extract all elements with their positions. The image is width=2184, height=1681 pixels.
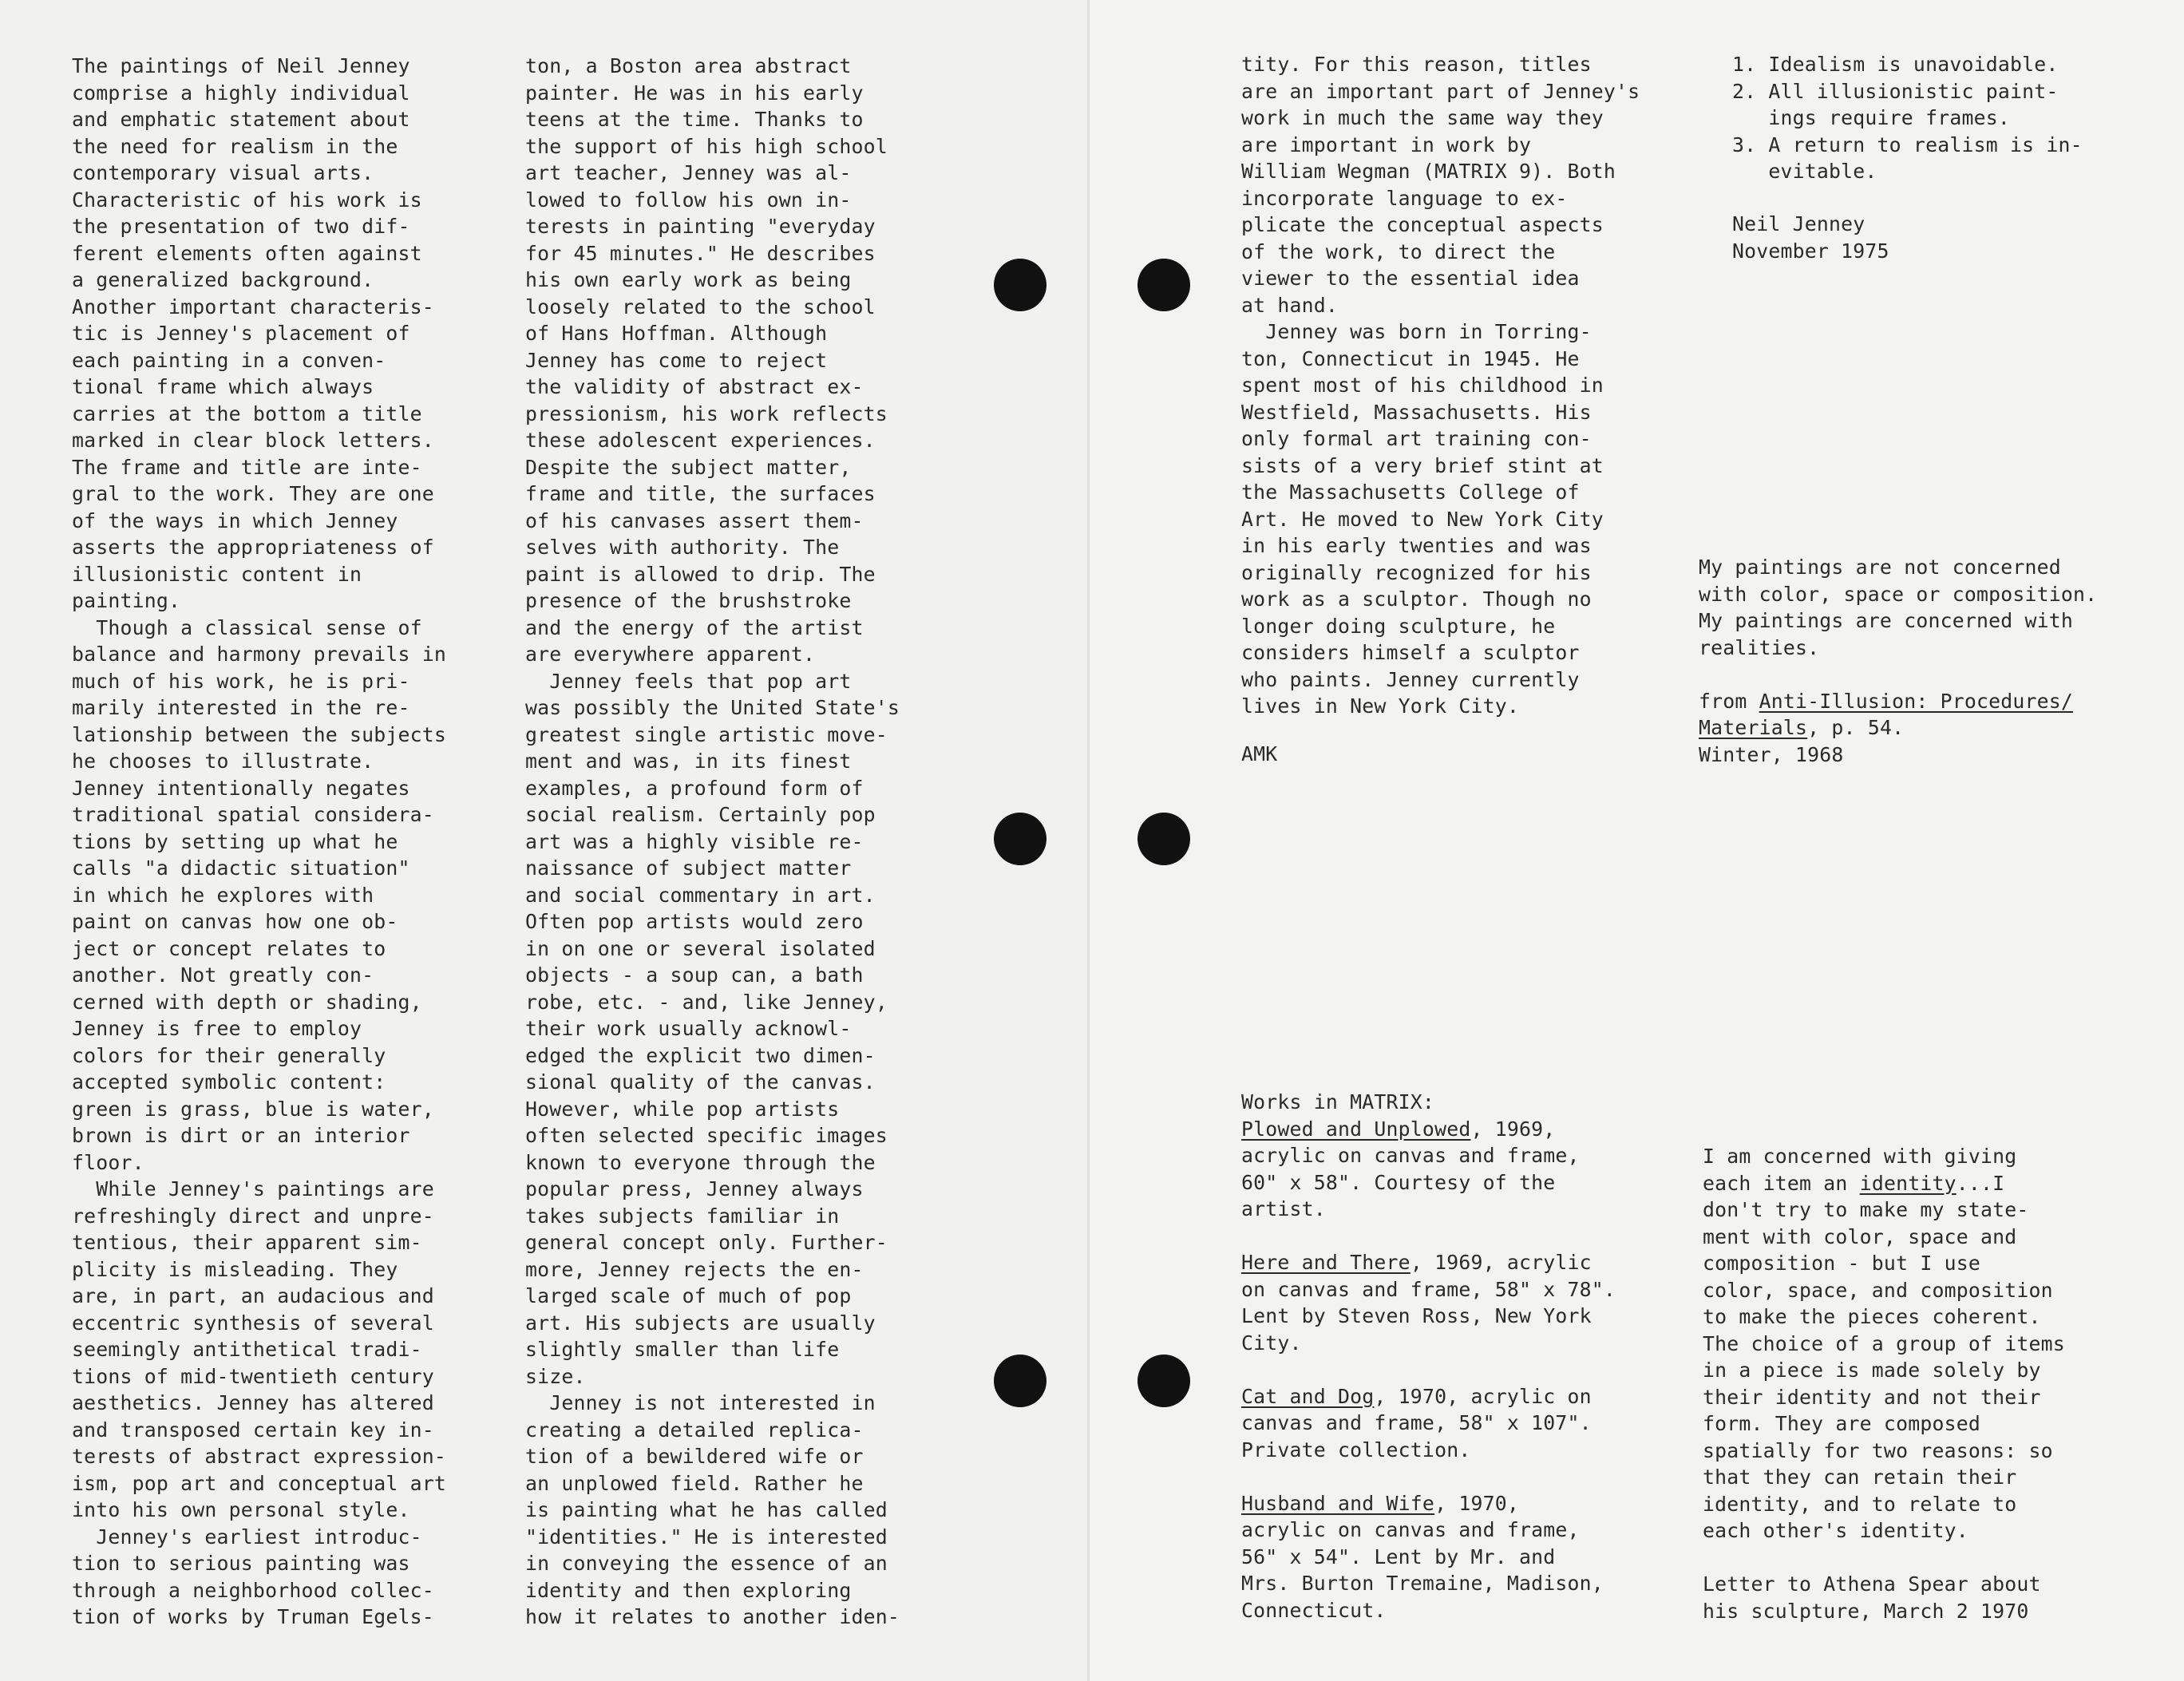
work-details: , 1970, acrylic on canvas and frame, 56" x 54". Lent by Mr. and Mrs. Burton Tremaine, Madison, Connecticut. xyxy=(1241,1491,1604,1622)
artist-quote-1 xyxy=(1699,554,2097,768)
work-title: Plowed and Unplowed xyxy=(1241,1117,1471,1141)
work-title: Here and There xyxy=(1241,1251,1410,1274)
essay-column-2: ton, a Boston area abstract painter. He was in his early teens at the time. Thanks to the support of his high school art teacher, Jenney was al- lowed to follow his own in- terests in painting "everyday for 45 minutes." He describes his own early work as being loosely related to the school of Hans Hoffman. Although Jenney has come to reject the validity of abstract ex- pressionism, his work reflects these adolescent experiences. Despite the subject matter, frame and title, the surfaces of his canvases assert them- selves with authority. The paint is allowed to drip. The presence of the brushstroke and the energy of the artist are everywhere apparent. Jenney feels that pop art was possibly the United State's greatest single artistic move- ment and was, in its finest examples, a profound form of social realism. Certainly pop art was a highly visible re- naissance of subject matter and social commentary in art. Often pop artists would zero in on one or several isolated objects - a soup can, a bath robe, etc. - and, like Jenney, their work usually acknowl- edged the explicit two dimen- sional quality of the canvas. However, while pop artists often selected specific images known to everyone through the popular press, Jenney always takes subjects familiar in general concept only. Further- more, Jenney rejects the en- larged scale of much of pop art. His subjects are usually slightly smaller than life size. Jenney is not interested in creating a detailed replica- tion of a bewildered wife or an unplowed field. Rather he is painting what he has called "identities." He is interested in conveying the essence of an identity and then exploring how it relates to another iden- xyxy=(525,54,900,1628)
work-title: Cat and Dog xyxy=(1241,1384,1375,1408)
binder-hole xyxy=(1138,813,1190,865)
maxims-signature: Neil Jenney November 1975 xyxy=(1732,212,1889,263)
binder-hole xyxy=(1138,1355,1190,1407)
quote-source-title: Anti-Illusion: Procedures/ Materials xyxy=(1699,689,2074,739)
quote-source-prefix: from xyxy=(1699,689,1759,713)
binder-hole xyxy=(994,813,1046,865)
binder-hole xyxy=(994,1355,1046,1407)
essay-column-3: tity. For this reason, titles are an important part of Jenney's work in much the same way they are important in work by William Wegman (MATRIX 9). Both incorporate language to ex- plicate the conceptual aspects of the work, to direct the viewer to the essential idea at hand. Jenney was born in Torring- ton, Connecticut in 1945. He spent most of his childhood in Westfield, Massachusetts. His only formal art training con- sists of a very brief stint at the Massachusetts College of Art. He moved to New York City in his early twenties and was originally recognized for his work as a sculptor. Though no longer doing sculpture, he considers himself a sculptor who paints. Jenney currently lives in New York City. xyxy=(1241,53,1640,718)
work-details: , 1969, acrylic on canvas and frame, 60" x 58". Courtesy of the artist. xyxy=(1241,1117,1580,1220)
quote-text: ...I don't try to make my state- ment with color, space and composition - but I use color, space, and composition to make the pieces coherent. The choice of a group of items in a piece is made solely by their identity and not their form. They are composed spatially for two reasons: so that they can retain their identity, and to relate to each other's identity. xyxy=(1703,1171,2065,1542)
artist-maxims: 1. Idealism is unavoidable. 2. All illusionistic paint- ings require frames. 3. A return to realism is in- evitable. xyxy=(1732,53,2083,183)
binder-hole xyxy=(1138,259,1190,311)
author-initials: AMK xyxy=(1241,742,1278,765)
quote-source-details: , p. 54. Winter, 1968 xyxy=(1699,716,1905,766)
artist-quote-2 xyxy=(1703,1143,2065,1624)
work-details: , 1970, acrylic on canvas and frame, 58" x 107". Private collection. xyxy=(1241,1384,1592,1461)
center-fold xyxy=(1087,0,1090,1681)
work-details: , 1969, acrylic on canvas and frame, 58" x 78". Lent by Steven Ross, New York City. xyxy=(1241,1251,1616,1355)
works-heading: Works in MATRIX: xyxy=(1241,1090,1435,1113)
binder-hole xyxy=(994,259,1046,311)
quote-text: I am concerned with giving each item an xyxy=(1703,1145,2017,1195)
work-title: Husband and Wife xyxy=(1241,1491,1435,1515)
essay-column-1: The paintings of Neil Jenney comprise a highly individual and emphatic statement about the need for realism in the contemporary visual arts. Characteristic of his work is the presentation of two dif- ferent elements often against a generalized background. Another important characteris- tic is Jenney's placement of each painting in a conven- tional frame which always carries at the bottom a title marked in clear block letters. The frame and title are inte- gral to the work. They are one of the ways in which Jenney asserts the appropriateness of illusionistic content in painting. Though a classical sense of balance and harmony prevails in much of his work, he is pri- marily interested in the re- lationship between the subjects he chooses to illustrate. Jenney intentionally negates traditional spatial considera- tions by setting up what he calls "a didactic situation" in which he explores with paint on canvas how one ob- ject or concept relates to another. Not greatly con- cerned with depth or shading, Jenney is free to employ colors for their generally accepted symbolic content: green is grass, blue is water, brown is dirt or an interior floor. While Jenney's paintings are refreshingly direct and unpre- tentious, their apparent sim- plicity is misleading. They are, in part, an audacious and eccentric synthesis of several seemingly antithetical tradi- tions of mid-twentieth century aesthetics. Jenney has altered and transposed certain key in- terests of abstract expression- ism, pop art and conceptual art into his own personal style. Jenney's earliest introduc- tion to serious painting was through a neighborhood collec- tion of works by Truman Egels- xyxy=(72,54,446,1628)
works-list xyxy=(1241,1089,1616,1624)
quote-emphasis: identity xyxy=(1859,1171,1956,1195)
quote-text: My paintings are not concerned with color, space or composition. My paintings are concerned with realities. xyxy=(1699,556,2098,659)
quote-source: Letter to Athena Spear about his sculpture, March 2 1970 xyxy=(1703,1572,2041,1623)
